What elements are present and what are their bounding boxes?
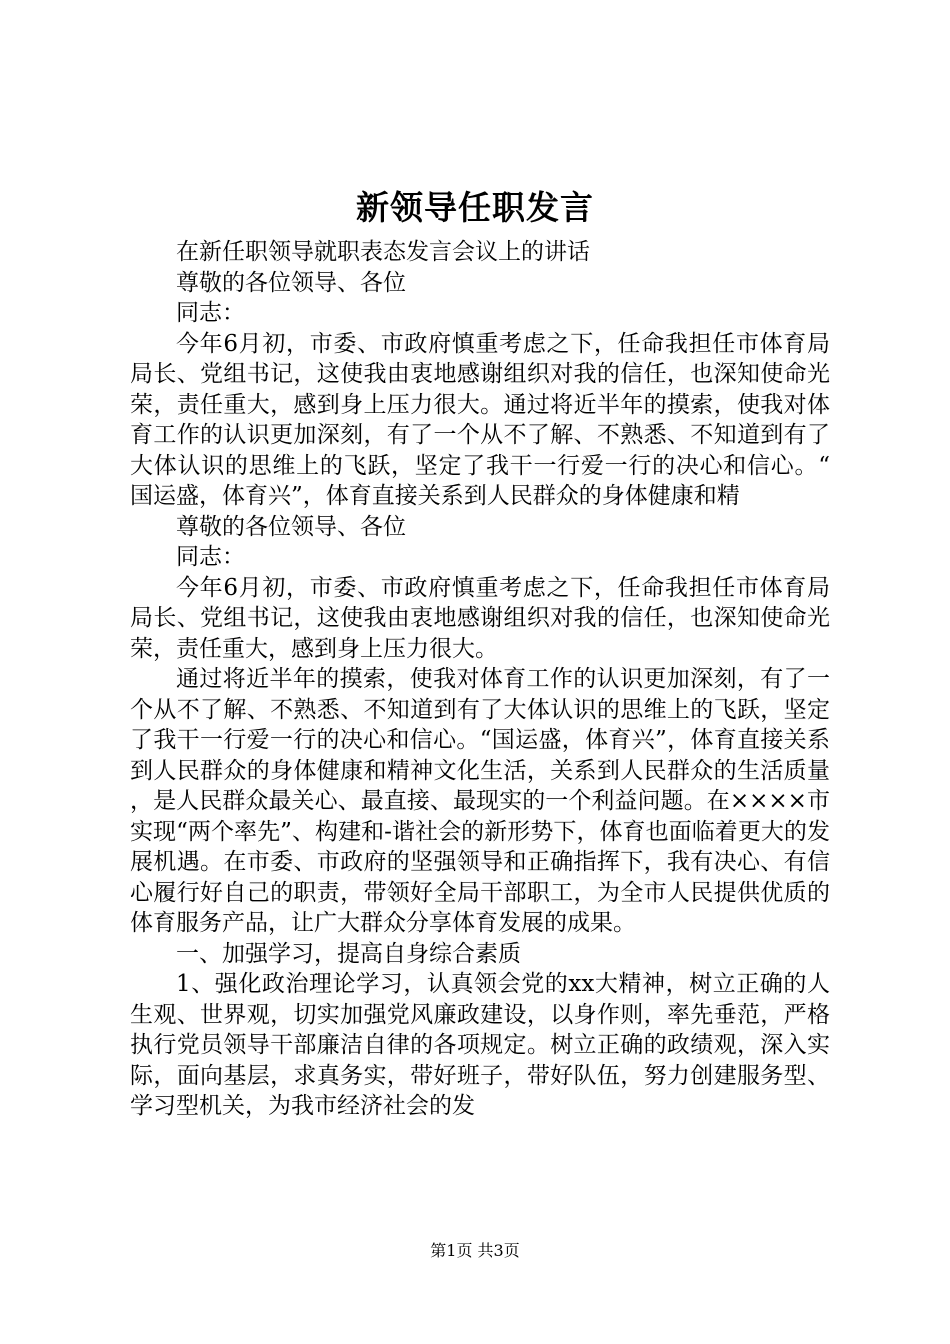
paragraph: 同志：: [176, 300, 245, 326]
paragraph: 尊敬的各位领导、各位: [176, 513, 406, 540]
paragraph: 尊敬的各位领导、各位: [176, 269, 406, 296]
section-heading: 一、加强学习，提高自身综合素质: [176, 940, 521, 967]
page-footer: 第1页 共3页: [430, 1241, 520, 1260]
paragraph: 今年6月初，市委、市政府慎重考虑之下，任命我担任市体育局局长、党组书记，这使我由衷地感谢组织对我的信任，也深知使命光荣，责任重大，感到身上压力很大。: [130, 574, 830, 662]
document-body: [130, 237, 830, 1122]
paragraph: 同志：: [176, 544, 245, 570]
paragraph: 1、强化政治理论学习，认真领会党的xx大精神，树立正确的人生观、世界观，切实加强党风廉政建设，以身作则，率先垂范，严格执行党员领导干部廉洁自律的各项规定。树立正确的政绩观，深入实际，面向基层，求真务实，带好班子，带好队伍，努力创建服务型、学习型机关，为我市经济社会的发: [130, 971, 830, 1119]
document-title: 新领导任职发言: [356, 188, 594, 227]
paragraph: 在新任职领导就职表态发言会议上的讲话: [176, 239, 590, 265]
paragraph: 通过将近半年的摸索，使我对体育工作的认识更加深刻，有了一个从不了解、不熟悉、不知道到有了大体认识的思维上的飞跃，坚定了我干一行爱一行的决心和信心。“国运盛，体育兴”，体育直接关系到人民群众的身体健康和精神文化生活，关系到人民群众的生活质量，是人民群众最关心、最直接、最现实的一个利益问题。在××××市实现“两个率先”、构建和-谐社会的新形势下，体育也面临着更大的发展机遇。在市委、市政府的坚强领导和正确指挥下，我有决心、有信心履行好自己的职责，带领好全局干部职工，为全市人民提供优质的体育服务产品，让广大群众分享体育发展的成果。: [130, 666, 830, 936]
paragraph: 今年6月初，市委、市政府慎重考虑之下，任命我担任市体育局局长、党组书记，这使我由衷地感谢组织对我的信任，也深知使命光荣，责任重大，感到身上压力很大。通过将近半年的摸索，使我对体育工作的认识更加深刻，有了一个从不了解、不熟悉、不知道到有了大体认识的思维上的飞跃，坚定了我干一行爱一行的决心和信心。“国运盛，体育兴”，体育直接关系到人民群众的身体健康和精: [130, 330, 830, 509]
